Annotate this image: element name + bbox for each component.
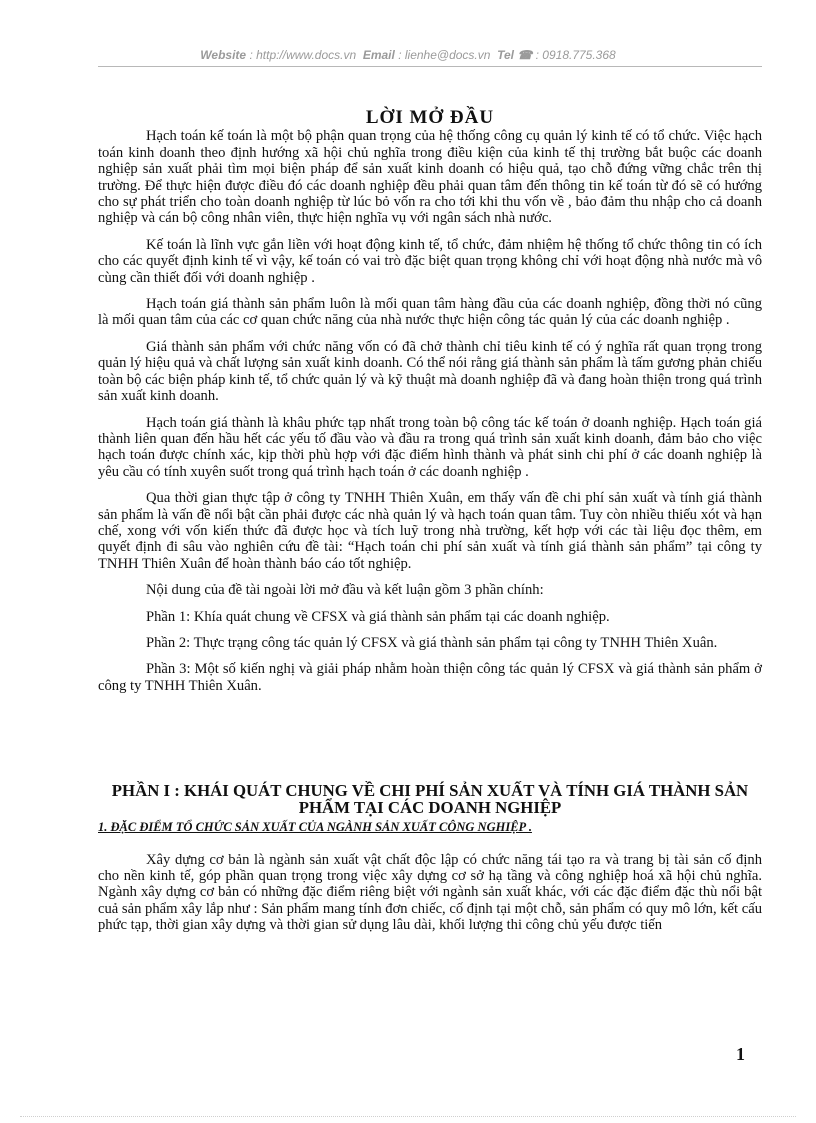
website-label: Website xyxy=(200,48,247,62)
page-number: 1 xyxy=(736,1044,745,1064)
paragraph: Phần 1: Khía quát chung về CFSX và giá thành sản phẩm tại các doanh nghiệp. xyxy=(146,608,610,625)
section-paragraph: Xây dựng cơ bản là ngành sản xuất vật chất độc lập có chức năng tái tạo ra và trang bị tài sản cố định cho nền kinh tế, góp phần quan trọng trong việc xây dựng cơ sở hạ tầng và công nghiệp hoá xã hội chủ nghĩa. Ngành xây dựng cơ bản có những đặc điểm riêng biệt với ngành sản xuất khác, với các đặc điểm đặc thù nổi bật cuả sản phẩm xây lắp như : Sản phẩm mang tính đơn chiếc, cố định tại một chỗ, sản phẩm có quy mô lớn, kết cấu phức tạp, thời gian xây dựng và thời gian sử dụng lâu dài, khối lượng thi công chủ yếu được tiến xyxy=(98,851,762,934)
part-title: PHẦN I : KHÁI QUÁT CHUNG VỀ CHI PHÍ SẢN XUẤT VÀ TÍNH GIÁ THÀNH SẢN PHẨM TẠI CÁC DOANH NGHIỆP xyxy=(111,781,749,818)
paragraph: Phần 2: Thực trạng công tác quản lý CFSX và giá thành sản phẩm tại công ty TNHH Thiên Xuân. xyxy=(146,634,718,651)
website-value: : http://www.docs.vn xyxy=(249,48,357,62)
email-label: Email xyxy=(362,48,395,62)
header-divider xyxy=(98,66,762,67)
tel-value: : 0918.775.368 xyxy=(535,48,616,62)
page-title: LỜI MỞ ĐẦU xyxy=(365,107,495,128)
paragraph: Hạch toán giá thành sản phẩm luôn là mối quan tâm hàng đầu của các doanh nghiệp, đồng thời nó cũng là mối quan tâm của các cơ quan chức năng của nhà nước thực hiện công tác quản lý của các doanh nghiệp . xyxy=(98,296,762,329)
paragraph: Nội dung của đề tài ngoài lời mở đầu và kết luận gồm 3 phần chính: xyxy=(146,582,544,599)
tel-label: Tel ☎ xyxy=(497,48,533,62)
document-body xyxy=(98,107,762,944)
paragraph: Kế toán là lĩnh vực gắn liền với hoạt động kinh tế, tổ chức, đảm nhiệm hệ thống tổ chức thông tin có ích cho các quyết định kinh tế vì vậy, kế toán có vai trò đặc biệt quan trọng không chỉ với hoạt động nhà nước mà vô cùng cần thiết đối với doanh nghiệp . xyxy=(98,236,762,286)
paragraph: Hạch toán kế toán là một bộ phận quan trọng của hệ thống công cụ quản lý kinh tế có tổ chức. Việc hạch toán kinh doanh theo định hướng xã hội chủ nghĩa trong điều kiện của kinh tế thị trường bắt buộc các doanh nghiệp sản xuất phải tìm mọi biện pháp để sản xuất kinh doanh có hiệu quả, tạo chỗ đứng vững chắc trên thị trường. Để thực hiện được điều đó các doanh nghiệp đều phải quan tâm đến thông tin kế toán từ đó sẽ có hướng cho sự phát triển cho toàn doanh nghiệp từ lúc bỏ vốn ra cho tới khi thu vốn về , bảo đảm thu nhập cho cả doanh nghiệp và cán bộ công nhân viên, thực hiện nghĩa vụ với ngân sách nhà nước. xyxy=(98,128,762,227)
email-value: : lienhe@docs.vn xyxy=(398,48,491,62)
paragraph: Giá thành sản phẩm với chức năng vốn có đã chở thành chỉ tiêu kinh tế có ý nghĩa rất quan trọng trong quản lý hiệu quả và chất lượng sản xuất kinh doanh. Có thể nói rằng giá thành sản phẩm là tấm gương phản chiếu toàn bộ các biện pháp kinh tế, tổ chức quản lý và kỹ thuật mà doanh nghiệp đã và đang hoàn thiện trong quá trình sản xuất kinh doanh. xyxy=(98,338,762,405)
paragraph: Phần 3: Một số kiến nghị và giải pháp nhằm hoàn thiện công tác quản lý CFSX và giá thành sản phẩm ở công ty TNHH Thiên Xuân. xyxy=(98,661,762,694)
page-header xyxy=(0,48,816,62)
paragraph: Hạch toán giá thành là khâu phức tạp nhất trong toàn bộ công tác kế toán ở doanh nghiệp. Hạch toán giá thành liên quan đến hầu hết các yếu tố đầu vào và đầu ra trong quá trình sản xuất kinh doanh, đảm bảo cho việc hạch toán được chính xác, kịp thời phù hợp với đặc điểm hình thành và phát sinh chi phí ở các doanh nghiệp là yêu cầu có tính xuyên suốt trong quá trình hạch toán ở các doanh nghiệp . xyxy=(98,414,762,480)
footer-divider xyxy=(20,1116,796,1117)
paragraph: Qua thời gian thực tập ở công ty TNHH Thiên Xuân, em thấy vấn đề chi phí sản xuất và tính giá thành sản phẩm là vấn đề nổi bật cần phải được các nhà quản lý và hạch toán quan tâm. Tuy còn nhiều thiếu xót và hạn chế, xong với vốn kiến thức đã được học và tích luỹ trong nhà trường, kết hợp với các tài liệu đọc thêm, em quyết định đi sâu vào nghiên cứu đề tài: “Hạch toán chi phí sản xuất và tính giá thành sản phẩm” tại công ty TNHH Thiên Xuân để hoàn thành báo cáo tốt nghiệp. xyxy=(98,490,762,572)
section-title: 1. ĐẶC ĐIỂM TỔ CHỨC SẢN XUẤT CỦA NGÀNH SẢN XUẤT CÔNG NGHIỆP . xyxy=(98,820,532,835)
